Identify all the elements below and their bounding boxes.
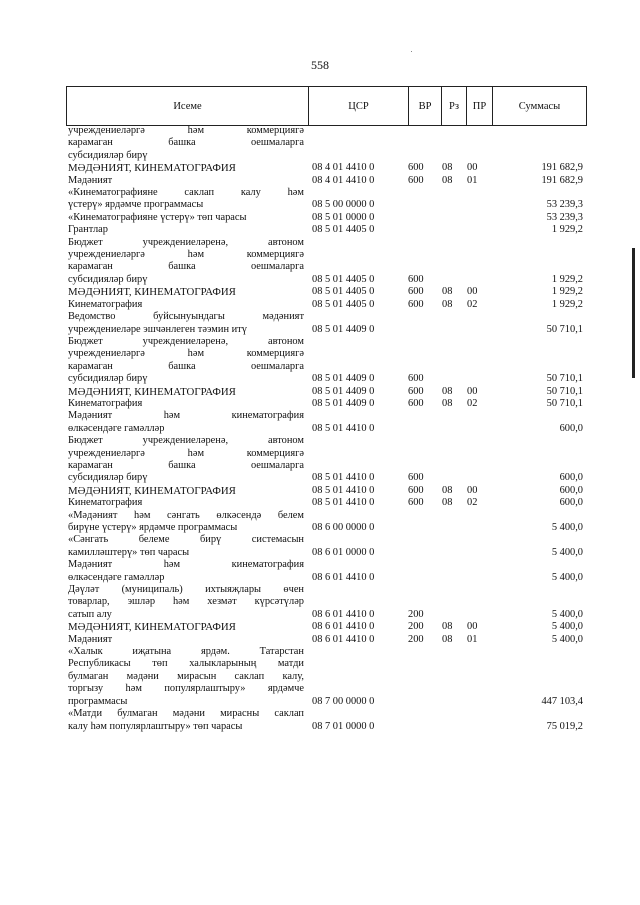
table-row: [68, 596, 583, 608]
row-name-line: Грантлар: [68, 224, 108, 236]
table-row: [68, 361, 583, 373]
table-row: [68, 162, 583, 174]
row-pr: [467, 472, 493, 484]
row-rz: [442, 373, 467, 385]
row-rz: 08: [442, 162, 453, 174]
table-row: [68, 286, 583, 298]
table-row: [68, 708, 583, 720]
row-csr: 08 5 01 4410 0: [312, 422, 375, 434]
table-row: [68, 274, 583, 286]
table-row: [68, 472, 583, 484]
table-row: [68, 721, 583, 733]
row-rz: 08: [442, 397, 453, 409]
table-row: [68, 448, 583, 460]
row-name-line: Дәүләт (муниципаль) ихтыяҗлары өчен: [68, 584, 304, 596]
table-row: [68, 547, 583, 559]
row-rz: [442, 324, 467, 336]
row-sum: 50 710,1: [546, 373, 583, 385]
row-name-line: торгызу һәм популярлаштыру» ярдәмче: [68, 683, 304, 695]
row-sum: 53 239,3: [546, 211, 583, 223]
row-vr: [408, 721, 442, 733]
row-name-line: карамаган башка оешмаларга: [68, 261, 304, 273]
row-sum: 600,0: [559, 497, 583, 509]
row-sum: 5 400,0: [551, 522, 583, 533]
header-rz: Рз: [442, 87, 467, 125]
row-name-line: МӘДӘНИЯТ, КИНЕМАТОГРАФИЯ: [68, 162, 236, 175]
table-row: [68, 199, 583, 211]
row-sum: 600,0: [559, 484, 583, 496]
table-body: [68, 125, 583, 733]
row-vr: [408, 547, 442, 559]
row-vr: [408, 572, 442, 584]
row-name-line: Мәдәният һәм кинематография: [68, 410, 304, 422]
row-name-line: камилләштерү» төп чарасы: [68, 546, 190, 558]
row-name-line: өлкәсендәге гамәлләр: [68, 571, 165, 583]
table-row: [68, 373, 583, 385]
row-name-line: Кинематография: [68, 497, 143, 509]
row-rz: [442, 572, 467, 584]
row-rz: [442, 199, 467, 211]
row-vr: 600: [408, 174, 424, 186]
row-pr: 01: [467, 174, 478, 186]
header-name: Исеме: [67, 87, 309, 125]
table-row: [68, 696, 583, 708]
table-row: [68, 435, 583, 447]
row-rz: 08: [442, 484, 453, 496]
row-pr: [467, 373, 493, 385]
table-row: [68, 646, 583, 658]
table-row: [68, 249, 583, 261]
row-csr: 08 6 01 4410 0: [312, 608, 375, 620]
row-csr: 08 5 01 4405 0: [312, 273, 375, 285]
table-row: [68, 658, 583, 670]
row-name-line: «Матди булмаган мәдәни мирасны саклап: [68, 708, 304, 720]
row-name-line: булмаган мәдәни мирасын саклап калу,: [68, 670, 304, 682]
table-row: [68, 137, 583, 149]
row-vr: [408, 150, 442, 162]
row-vr: 600: [408, 472, 424, 484]
row-pr: 00: [467, 286, 478, 298]
row-csr: 08 7 01 0000 0: [312, 720, 375, 732]
row-csr: 08 5 01 0000 0: [312, 211, 375, 223]
row-name-line: МӘДӘНИЯТ, КИНЕМАТОГРАФИЯ: [68, 621, 236, 634]
row-pr: [467, 274, 493, 286]
row-name-line: Республикасы төп халыкларының матди: [68, 658, 304, 670]
table-row: [68, 299, 583, 311]
table-row: [68, 584, 583, 596]
table-row: [68, 125, 583, 137]
row-vr: [408, 696, 442, 708]
scan-speck: [411, 51, 412, 52]
row-name-line: учреждениеләргә һәм коммерциягә: [68, 348, 304, 360]
table-row: [68, 634, 583, 646]
row-csr: 08 5 01 4409 0: [312, 323, 375, 335]
row-rz: [442, 150, 467, 162]
row-vr: 600: [408, 373, 424, 385]
table-row: [68, 460, 583, 472]
row-vr: [408, 224, 442, 236]
row-sum: 50 710,1: [546, 385, 583, 397]
row-name-line: калу һәм популярлаштыру» төп чарасы: [68, 720, 243, 732]
row-vr: 600: [408, 286, 424, 298]
table-row: [68, 522, 583, 534]
row-name-line: «Кинематографияне үстерү» төп чарасы: [68, 211, 247, 223]
row-csr: 08 5 00 0000 0: [312, 199, 375, 211]
row-name-line: карамаган башка оешмаларга: [68, 459, 304, 471]
table-row: [68, 187, 583, 199]
table-row: [68, 485, 583, 497]
row-csr: 08 5 01 4410 0: [312, 497, 375, 509]
row-vr: 600: [408, 397, 424, 409]
row-csr: 08 5 01 4409 0: [312, 385, 375, 397]
header-sum: Суммасы: [518, 100, 561, 112]
row-sum: 1 929,2: [551, 298, 583, 310]
row-csr: 08 5 01 4409 0: [312, 373, 375, 385]
row-sum: 191 682,9: [541, 162, 583, 174]
row-name-line: субсидияләр бирү: [68, 472, 148, 484]
row-name-line: учреждениеләре эшчәнлеген тәэмин итү: [68, 323, 247, 335]
row-sum: 600,0: [559, 472, 583, 484]
row-sum: 191 682,9: [541, 174, 583, 186]
table-row: [68, 572, 583, 584]
row-rz: [442, 547, 467, 559]
row-csr: 08 5 01 4409 0: [312, 397, 375, 409]
row-name-line: МӘДӘНИЯТ, КИНЕМАТОГРАФИЯ: [68, 286, 236, 299]
page-number: 558: [311, 58, 329, 72]
row-name-line: МӘДӘНИЯТ, КИНЕМАТОГРАФИЯ: [68, 385, 236, 398]
table-row: [68, 336, 583, 348]
row-name-line: учреждениеләргә һәм коммерциягә: [68, 249, 304, 261]
header-pr: ПР: [467, 87, 493, 125]
row-vr: [408, 522, 442, 534]
row-sum: [493, 150, 583, 162]
row-rz: [442, 721, 467, 733]
row-vr: 600: [408, 484, 424, 496]
row-sum: 75 019,2: [546, 720, 583, 732]
table-row: [68, 559, 583, 571]
row-name-line: Бюджет учреждениеләренә, автоном: [68, 435, 304, 447]
row-vr: 600: [408, 298, 424, 310]
row-name-line: субсидияләр бирү: [68, 373, 148, 385]
row-name-line: Ведомство буйсынуындагы мәдәният: [68, 311, 304, 323]
table-header: [66, 86, 587, 126]
row-sum: 1 929,2: [551, 224, 583, 236]
row-pr: 00: [467, 621, 478, 633]
row-name-line: карамаган башка оешмаларга: [68, 137, 304, 149]
row-csr: 08 5 01 4405 0: [312, 224, 375, 236]
row-csr: 08 5 01 4405 0: [312, 286, 375, 298]
row-pr: [467, 721, 493, 733]
row-name-line: субсидияләр бирү: [68, 149, 148, 161]
row-name-line: Мәдәният: [68, 174, 113, 186]
header-vr: ВР: [409, 87, 442, 125]
table-row: [68, 324, 583, 336]
row-name-line: үстерү» ярдәмче программасы: [68, 199, 204, 211]
row-sum: 53 239,3: [546, 199, 583, 211]
row-name-line: Кинематография: [68, 298, 143, 310]
table-row: [68, 410, 583, 422]
row-csr: 08 7 00 0000 0: [312, 695, 375, 707]
row-pr: [467, 547, 493, 559]
row-csr: 08 6 01 4410 0: [312, 621, 375, 633]
table-row: [68, 150, 583, 162]
row-vr: 200: [408, 621, 424, 633]
row-pr: [467, 609, 493, 621]
row-name-line: Бюджет учреждениеләренә, автоном: [68, 335, 304, 347]
row-pr: 00: [467, 162, 478, 174]
row-csr: 08 6 00 0000 0: [312, 522, 375, 533]
row-name-line: бирүне үстерү» ярдәмче программасы: [68, 522, 238, 533]
row-sum: 1 929,2: [551, 273, 583, 285]
table-row: [68, 683, 583, 695]
row-pr: 02: [467, 497, 478, 509]
row-sum: 5 400,0: [551, 608, 583, 620]
row-name-line: Кинематография: [68, 397, 143, 409]
row-name-line: МӘДӘНИЯТ, КИНЕМАТОГРАФИЯ: [68, 484, 236, 497]
row-pr: [467, 522, 493, 534]
row-csr: 08 4 01 4410 0: [312, 174, 375, 186]
table-row: [68, 311, 583, 323]
row-rz: [442, 696, 467, 708]
header-csr: ЦСР: [309, 87, 409, 125]
row-name-line: карамаган башка оешмаларга: [68, 360, 304, 372]
row-name-line: Мәдәният: [68, 633, 113, 645]
table-row: [68, 212, 583, 224]
row-vr: [408, 423, 442, 435]
row-name-line: Мәдәният һәм кинематография: [68, 559, 304, 571]
row-name-line: программасы: [68, 695, 128, 707]
row-rz: 08: [442, 633, 453, 645]
row-rz: [442, 224, 467, 236]
table-row: [68, 609, 583, 621]
row-name-line: өлкәсендәге гамәлләр: [68, 422, 165, 434]
row-pr: [467, 224, 493, 236]
row-csr: 08 5 01 4410 0: [312, 484, 375, 496]
row-name-line: «Сәнгать белеме бирү системасын: [68, 534, 304, 546]
row-pr: 02: [467, 298, 478, 310]
margin-mark: [632, 248, 635, 378]
row-pr: [467, 696, 493, 708]
row-vr: 200: [408, 608, 424, 620]
row-vr: 600: [408, 273, 424, 285]
row-sum: 5 400,0: [551, 621, 583, 633]
row-pr: [467, 423, 493, 435]
row-rz: 08: [442, 174, 453, 186]
row-csr: 08 6 01 0000 0: [312, 546, 375, 558]
row-name-line: товарлар, эшләр һәм хезмәт күрсәтүләр: [68, 596, 304, 608]
row-vr: [408, 324, 442, 336]
row-name-line: Бюджет учреждениеләренә, автоном: [68, 236, 304, 248]
row-pr: [467, 212, 493, 224]
table-row: [68, 534, 583, 546]
row-csr: 08 5 01 4405 0: [312, 298, 375, 310]
row-csr: 08 5 01 4410 0: [312, 472, 375, 484]
row-vr: [408, 212, 442, 224]
table-row: [68, 224, 583, 236]
row-sum: 50 710,1: [546, 323, 583, 335]
row-rz: 08: [442, 298, 453, 310]
table-row: [68, 671, 583, 683]
row-sum: 50 710,1: [546, 397, 583, 409]
row-rz: 08: [442, 497, 453, 509]
row-sum: 447 103,4: [541, 695, 583, 707]
row-vr: 200: [408, 633, 424, 645]
row-pr: [467, 572, 493, 584]
row-csr: 08 6 01 4410 0: [312, 571, 375, 583]
table-row: [68, 423, 583, 435]
table-row: [68, 386, 583, 398]
row-pr: 01: [467, 633, 478, 645]
row-name-line: учреждениеләргә һәм коммерциягә: [68, 447, 304, 459]
row-pr: 02: [467, 397, 478, 409]
table-row: [68, 348, 583, 360]
row-vr: 600: [408, 497, 424, 509]
row-pr: 00: [467, 484, 478, 496]
row-rz: [442, 274, 467, 286]
row-sum: 5 400,0: [551, 546, 583, 558]
row-name-line: «Кинематографияне саклап калу һәм: [68, 187, 304, 199]
row-name-line: «Халык иҗатына ярдәм. Татарстан: [68, 646, 304, 658]
row-name-line: учреждениеләргә һәм коммерциягә: [68, 125, 304, 136]
row-sum: 600,0: [559, 422, 583, 434]
table-row: [68, 621, 583, 633]
row-rz: 08: [442, 385, 453, 397]
row-name-line: сатып алу: [68, 608, 112, 620]
table-row: [68, 497, 583, 509]
row-sum: 1 929,2: [551, 286, 583, 298]
row-rz: 08: [442, 286, 453, 298]
row-rz: [442, 522, 467, 534]
table-row: [68, 398, 583, 410]
row-sum: 5 400,0: [551, 633, 583, 645]
row-csr: 08 6 01 4410 0: [312, 633, 375, 645]
table-row: [68, 261, 583, 273]
row-pr: [467, 150, 493, 162]
row-pr: [467, 199, 493, 211]
table-row: [68, 510, 583, 522]
row-vr: 600: [408, 162, 424, 174]
row-name-line: субсидияләр бирү: [68, 273, 148, 285]
row-pr: 00: [467, 385, 478, 397]
row-rz: 08: [442, 621, 453, 633]
row-vr: [408, 199, 442, 211]
row-csr: [308, 150, 408, 162]
row-sum: 5 400,0: [551, 571, 583, 583]
row-name-line: «Мәдәният һәм сәнгать өлкәсендә белем: [68, 509, 304, 521]
table-row: [68, 237, 583, 249]
row-csr: 08 4 01 4410 0: [312, 162, 375, 174]
table-row: [68, 175, 583, 187]
row-rz: [442, 609, 467, 621]
row-rz: [442, 212, 467, 224]
row-vr: 600: [408, 385, 424, 397]
row-rz: [442, 472, 467, 484]
row-rz: [442, 423, 467, 435]
row-pr: [467, 324, 493, 336]
